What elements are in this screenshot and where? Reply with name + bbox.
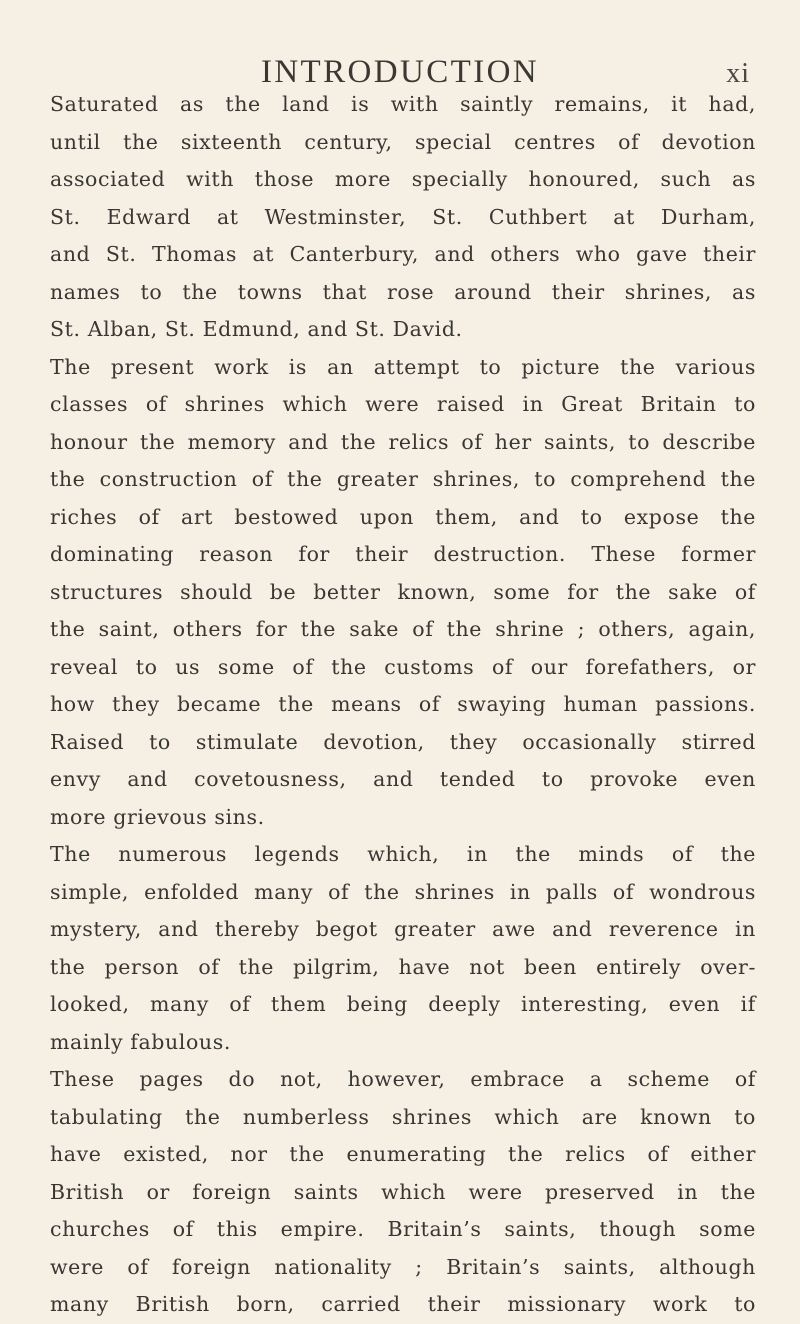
- text-line: tabulating the numberless shrines which are known to: [50, 1104, 756, 1129]
- text-line: British or foreign saints which were preserved in the: [50, 1179, 756, 1204]
- text-line: many British born, carried their missionary work to: [50, 1292, 756, 1316]
- text-line: associated with those more specially honoured, such as: [50, 167, 756, 191]
- text-line: simple, enfolded many of the shrines in palls of wondrous: [50, 879, 756, 904]
- text-line: These pages do not, however, embrace a scheme of: [50, 1067, 756, 1091]
- text-line: classes of shrines which were raised in Great Britain to: [50, 392, 756, 416]
- text-line: were of foreign nationality ; Britain’s saints, although: [50, 1254, 756, 1279]
- text-line: how they became the means of swaying human passions.: [50, 692, 756, 716]
- text-line: Raised to stimulate devotion, they occasionally stirred: [50, 729, 756, 754]
- body-text: [50, 86, 756, 1324]
- text-line: more grievous sins.: [50, 804, 265, 829]
- text-line: the saint, others for the sake of the shrine ; others, again,: [50, 617, 756, 641]
- text-line: The present work is an attempt to picture the various: [50, 354, 756, 379]
- text-line: St. Edward at Westminster, St. Cuthbert at Durham,: [50, 204, 756, 229]
- text-line: have existed, nor the enumerating the relics of either: [50, 1142, 756, 1166]
- text-line: the construction of the greater shrines, to comprehend the: [50, 467, 756, 491]
- text-line: mystery, and thereby begot greater awe and reverence in: [50, 917, 756, 941]
- text-line: and St. Thomas at Canterbury, and others who gave their: [50, 242, 756, 266]
- text-line: envy and covetousness, and tended to provoke even: [50, 767, 756, 791]
- text-line: riches of art bestowed upon them, and to expose the: [50, 504, 756, 529]
- text-line: names to the towns that rose around their shrines, as: [50, 279, 756, 304]
- text-line: The numerous legends which, in the minds of the: [50, 842, 756, 866]
- text-line: mainly fabulous.: [50, 1029, 231, 1054]
- text-line: until the sixteenth century, special centres of devotion: [50, 129, 756, 154]
- chapter-title: INTRODUCTION: [260, 54, 540, 90]
- text-line: honour the memory and the relics of her saints, to describe: [50, 429, 756, 454]
- text-line: structures should be better known, some for the sake of: [50, 579, 756, 604]
- text-line: looked, many of them being deeply interesting, even if: [50, 992, 756, 1016]
- text-line: dominating reason for their destruction. These former: [50, 542, 756, 566]
- page-number: xi: [726, 58, 750, 89]
- text-line: the person of the pilgrim, have not been entirely over-: [50, 954, 756, 979]
- text-line: reveal to us some of the customs of our forefathers, or: [50, 654, 756, 679]
- text-line: Saturated as the land is with saintly remains, it had,: [50, 92, 756, 116]
- text-line: churches of this empire. Britain’s saints, though some: [50, 1217, 756, 1241]
- text-line: St. Alban, St. Edmund, and St. David.: [50, 317, 463, 341]
